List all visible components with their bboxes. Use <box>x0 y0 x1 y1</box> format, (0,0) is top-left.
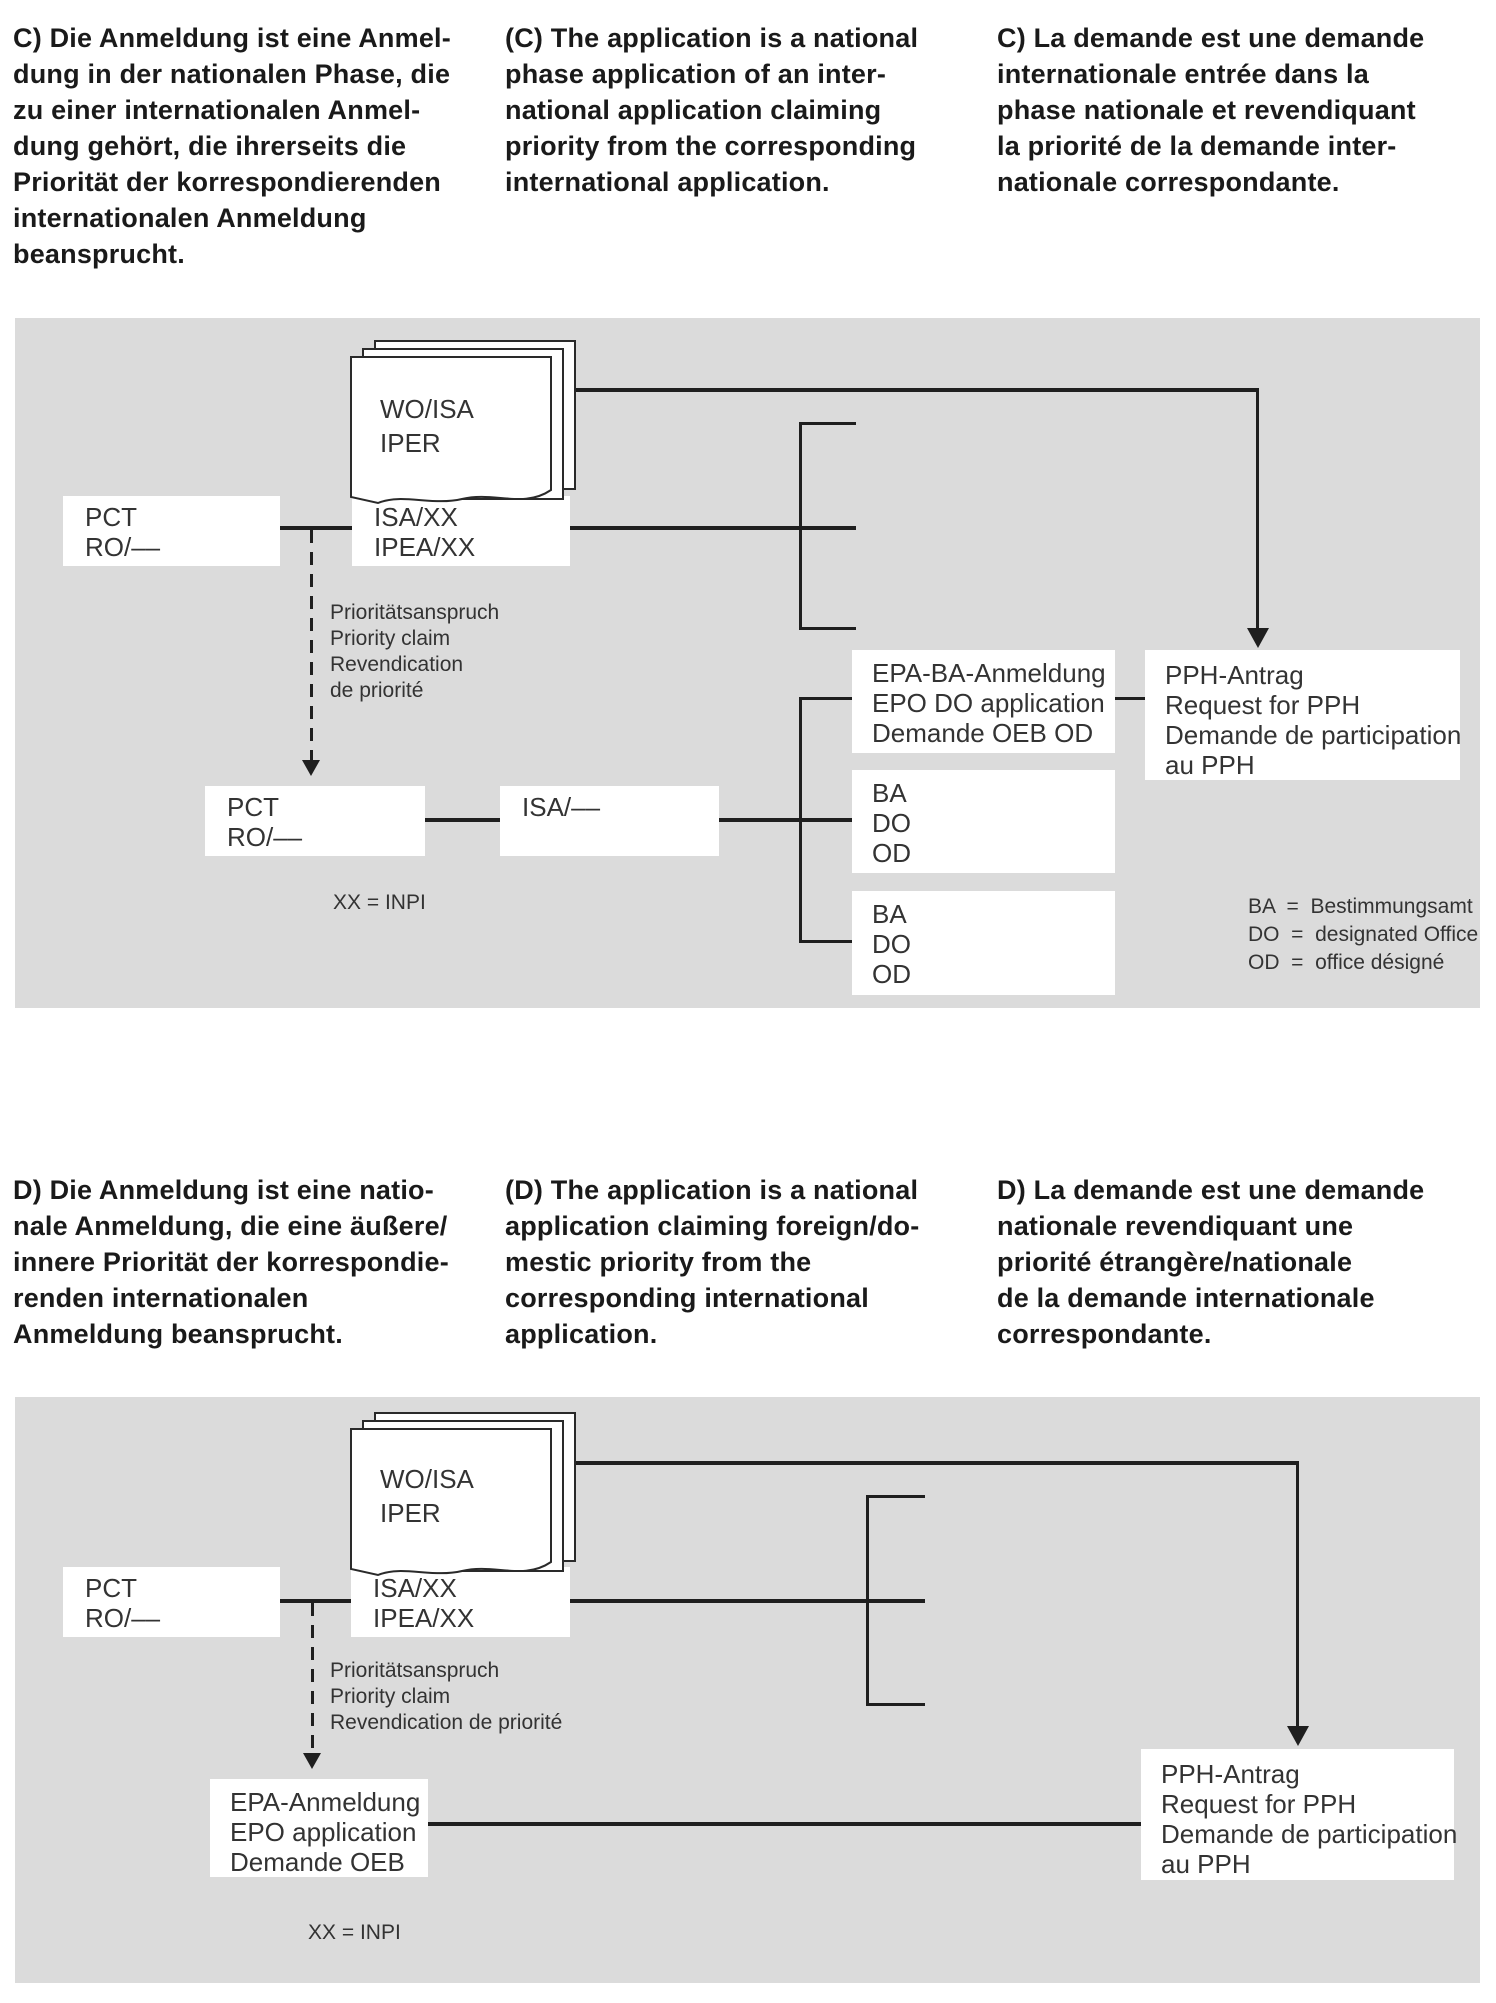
pct-ro-box: PCT RO/–– <box>63 496 280 566</box>
isa-ipea-box: ISA/XX IPEA/XX <box>351 1567 570 1637</box>
pph-request-box: PPH-Antrag Request for PPH Demande de participation au PPH <box>1145 650 1460 780</box>
arrow-down-icon <box>303 1753 321 1769</box>
diagram-d-panel <box>15 1397 1480 1983</box>
abbreviation-legend: BA = Bestimmungsamt DO = designated Office OD = office désigné <box>1248 895 1479 974</box>
bracket-tick-bottom <box>799 627 856 630</box>
arrow-down-icon <box>1247 628 1269 648</box>
priority-claim-label: Prioritätsanspruch Priority claim Revendication de priorité <box>330 601 500 702</box>
bracket-tick-top <box>799 697 852 700</box>
pct-ro-national-box: PCT RO/–– <box>205 786 425 856</box>
xx-inpi-note: XX = INPI <box>308 1921 401 1944</box>
caption-d-german: D) Die Anmeldung ist eine natio- nale Anmeldung, die eine äußere/ innere Priorität der korrespondie- renden internationalen Anmeldung beansprucht. <box>13 1175 449 1349</box>
connector-line-wo-isa-to-pph <box>572 388 1259 392</box>
connector-line-isa-bracket <box>570 1599 925 1603</box>
arrow-shaft-to-pph <box>1256 388 1259 630</box>
connector-line-epa-pph <box>1115 697 1145 700</box>
epa-application-box: EPA-Anmeldung EPO application Demande OEB <box>210 1779 428 1877</box>
caption-c-german: C) Die Anmeldung ist eine Anmel- dung in der nationalen Phase, die zu einer internationalen Anmel- dung gehört, die ihrerseits die Priorität der korrespondierenden internationalen Anmeldung beansprucht. <box>13 23 451 269</box>
connector-line-pct-isa <box>280 1599 351 1603</box>
priority-claim-dashed-arrow <box>310 530 313 760</box>
epa-ba-application-box: EPA-BA-Anmeldung EPO DO application Demande OEB OD <box>852 650 1115 753</box>
xx-inpi-note: XX = INPI <box>333 891 426 914</box>
caption-d-french: D) La demande est une demande nationale revendiquant une priorité étrangère/nationale de la demande internationale correspondante. <box>997 1175 1425 1349</box>
connector-line-pct-isa <box>280 526 352 530</box>
ba-do-od-box-1: BA DO OD <box>852 770 1115 873</box>
arrow-down-icon <box>1287 1726 1309 1746</box>
bracket-tick-top <box>799 422 856 425</box>
caption-c-french: C) La demande est une demande internationale entrée dans la phase nationale et revendiquant la priorité de la demande inter- nationale correspondante. <box>997 23 1425 197</box>
bracket-vertical <box>799 422 802 630</box>
bracket-tick-top <box>866 1495 925 1498</box>
pct-ro-box: PCT RO/–– <box>63 1567 280 1637</box>
wo-isa-document-label: WO/ISA IPER <box>380 394 474 458</box>
caption-c-english: (C) The application is a national phase application of an inter- national application claiming priority from the corresponding international application. <box>505 23 919 197</box>
connector-line-epa-pph <box>428 1822 1141 1826</box>
isa-box: ISA/–– <box>500 786 719 856</box>
pph-request-box: PPH-Antrag Request for PPH Demande de participation au PPH <box>1141 1749 1454 1880</box>
connector-line-isa2-ba <box>719 818 852 822</box>
ba-do-od-box-2: BA DO OD <box>852 891 1115 995</box>
isa-ipea-box: ISA/XX IPEA/XX <box>352 496 570 566</box>
connector-line-wo-isa-to-pph <box>572 1461 1299 1465</box>
bracket-vertical <box>866 1495 869 1706</box>
arrow-down-icon <box>302 760 320 776</box>
caption-d-english: (D) The application is a national application claiming foreign/do- mestic priority from the corresponding international application. <box>505 1175 920 1349</box>
connector-line-pct2-isa2 <box>425 818 500 822</box>
connector-line-isa-bracket <box>570 526 856 530</box>
priority-claim-dashed-arrow <box>311 1603 314 1753</box>
wo-isa-document-label: WO/ISA IPER <box>380 1464 474 1528</box>
arrow-shaft-to-pph <box>1296 1461 1299 1726</box>
bracket-tick-bottom <box>866 1703 925 1706</box>
priority-claim-label: Prioritätsanspruch Priority claim Revendication de priorité <box>330 1659 563 1734</box>
bracket-vertical <box>799 697 802 943</box>
bracket-tick-bottom <box>799 940 852 943</box>
